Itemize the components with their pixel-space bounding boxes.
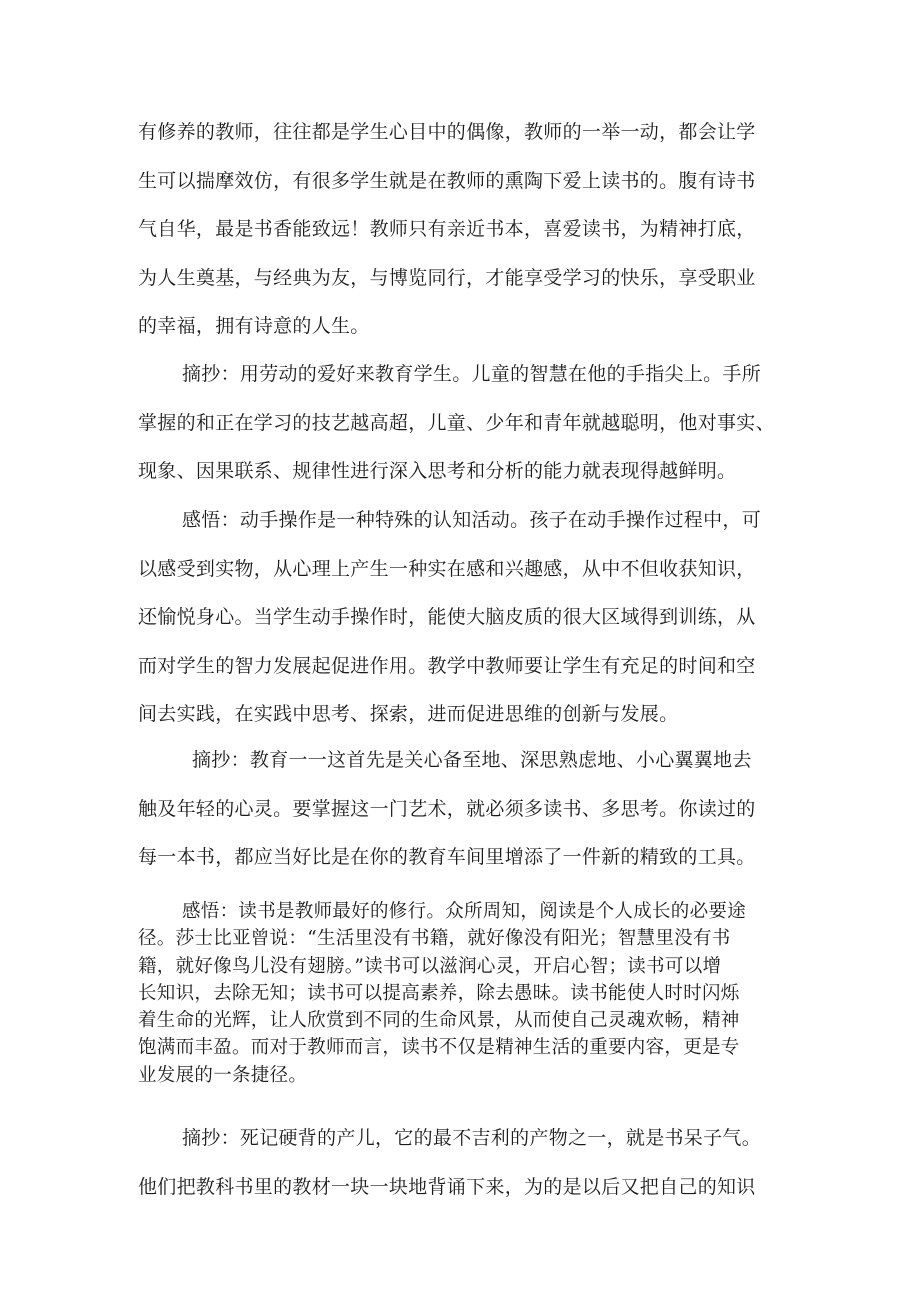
paragraph-3 xyxy=(138,496,798,739)
text-line: 径。莎士比亚曾说：“生活里没有书籍，就好像没有阳光；智慧里没有书 xyxy=(138,928,731,950)
text-line: 业发展的一条捷径。 xyxy=(138,1064,308,1086)
text-line: 有修养的教师，往往都是学生心目中的偶像，教师的一举一动，都会让学 xyxy=(138,121,756,143)
text-line: 掌握的和正在学习的技艺越高超，儿童、少年和青年就越聪明，他对事实、 xyxy=(138,411,775,434)
text-line: 为人生奠基，与经典为友，与博览同行，才能享受学习的快乐，享受职业 xyxy=(138,266,756,289)
paragraph-2 xyxy=(138,350,798,496)
text-line: 感悟：读书是教师最好的修行。众所周知，阅读是个人成长的必要途 xyxy=(182,901,747,922)
text-line: 的幸福，拥有诗意的人生。 xyxy=(138,315,370,337)
text-line: 籍，就好像鸟儿没有翅膀。”读书可以滋润心灵，开启心智；读书可以增 xyxy=(138,955,722,977)
text-line: 感悟：动手操作是一种特殊的认知活动。孩子在动手操作过程中，可 xyxy=(182,509,762,531)
text-line: 摘抄：死记硬背的产儿，它的最不吉利的产物之一，就是书呆子气。 xyxy=(182,1127,762,1149)
text-line: 触及年轻的心灵。要掌握这一门艺术，就必须多读书、多思考。你读过的 xyxy=(138,797,756,820)
text-line: 饱满而丰盈。而对于教师而言，读书不仅是精神生活的重要内容，更是专 xyxy=(138,1037,740,1059)
text-line: 间去实践，在实践中思考、探索，进而促进思维的创新与发展。 xyxy=(138,703,679,725)
text-line: 而对学生的智力发展起促进作用。教学中教师要让学生有充足的时间和空 xyxy=(138,654,756,677)
text-line: 还愉悦身心。当学生动手操作时，能使大脑皮质的很大区域得到训练，从 xyxy=(138,606,756,628)
text-line: 摘抄：教育一一这首先是关心备至地、深思熟虑地、小心翼翼地去 xyxy=(192,749,752,771)
text-line: 摘抄：用劳动的爱好来教育学生。儿童的智慧在他的手指尖上。手所 xyxy=(182,363,762,385)
text-line: 每一本书，都应当好比是在你的教育车间里增添了一件新的精致的工具。 xyxy=(138,846,756,868)
paragraph-4 xyxy=(138,736,798,882)
text-line: 气自华，最是书香能致远！教师只有亲近书本，喜爱读书，为精神打底， xyxy=(138,218,756,240)
text-line: 现象、因果联系、规律性进行深入思考和分析的能力就表现得越鲜明。 xyxy=(138,460,737,482)
text-line: 以感受到实物，从心理上产生一种实在感和兴趣感，从中不但收获知识， xyxy=(138,557,756,580)
paragraph-5 xyxy=(138,898,798,1089)
text-line: 长知识，去除无知；读书可以提高素养，除去愚昧。读书能使人时时闪烁 xyxy=(138,982,740,1004)
text-line: 着生命的光辉，让人欣赏到不同的生命风景，从而使自己灵魂欢畅，精神 xyxy=(138,1010,740,1032)
text-line: 他们把教科书里的教材一块一块地背诵下来，为的是以后又把自己的知识 xyxy=(138,1175,756,1198)
paragraph-1 xyxy=(138,108,798,351)
paragraph-6 xyxy=(138,1114,798,1211)
text-line: 生可以揣摩效仿，有很多学生就是在教师的熏陶下爱上读书的。腹有诗书 xyxy=(138,169,756,192)
